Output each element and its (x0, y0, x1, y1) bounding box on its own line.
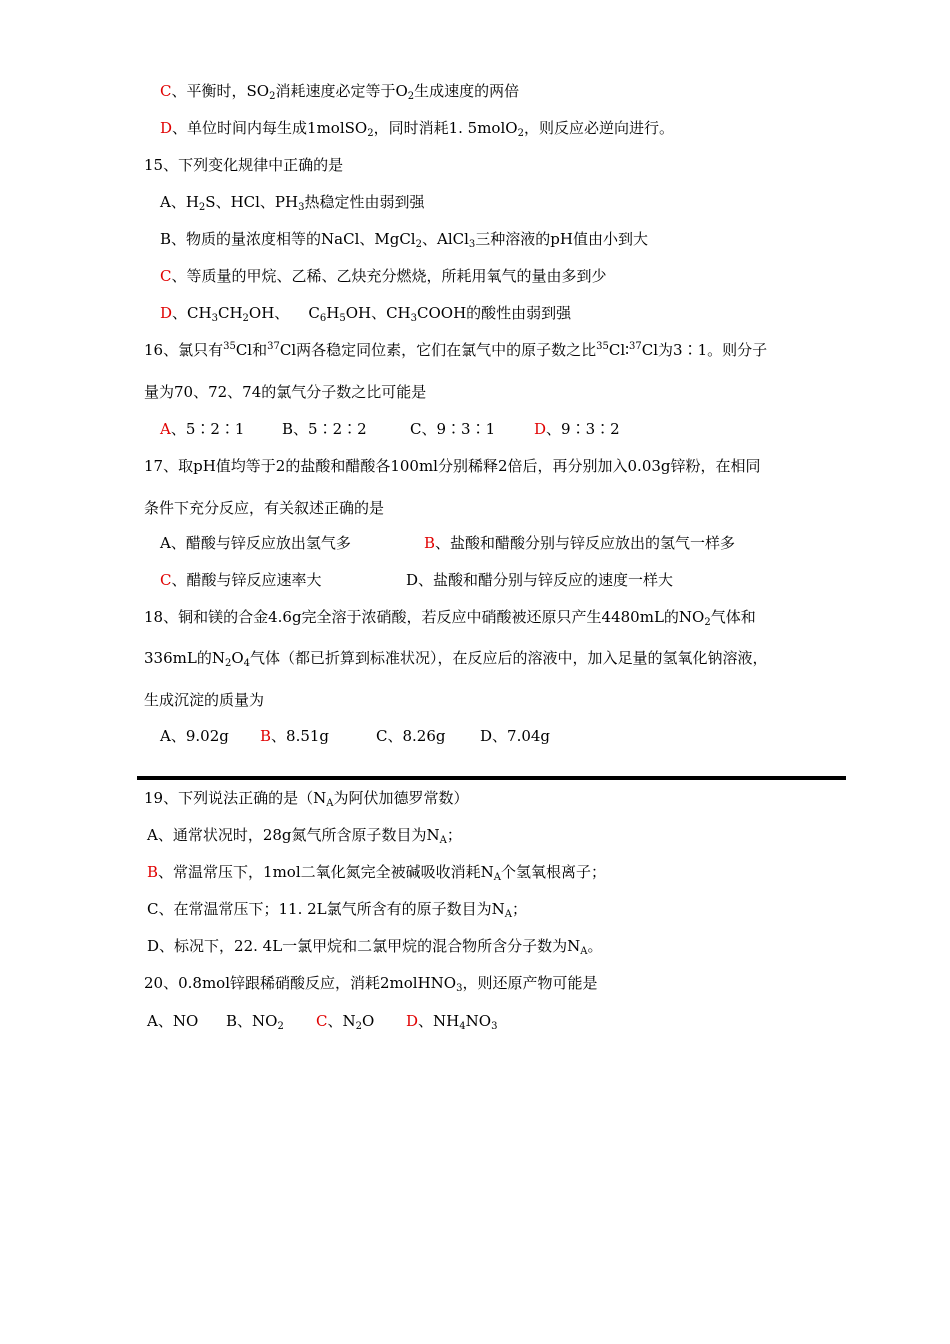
subscript: 2 (407, 91, 415, 102)
text: 、CH (172, 304, 212, 322)
q18-option-c: C、8.26g (376, 727, 446, 745)
subscript: 2 (224, 658, 232, 669)
subscript: 3 (468, 239, 476, 250)
subscript: 6 (319, 313, 327, 324)
q15-option-c (160, 266, 607, 286)
subscript: 2 (277, 1021, 284, 1032)
q14-option-d (160, 118, 674, 138)
subscript: 3 (298, 202, 305, 213)
q14-option-c (160, 81, 519, 101)
q16-option-c: C、9∶3∶1 (410, 420, 496, 438)
subscript: A (439, 835, 447, 846)
subscript: 3 (491, 1021, 498, 1032)
q18-stem-line2 (144, 648, 768, 668)
text: 消耗速度必定等于O (275, 82, 408, 100)
text: 18、铜和镁的合金4.6g完全溶于浓硝酸，若反应中硝酸被还原只产生4480mL的NO (144, 608, 705, 626)
text: 16、氯只有 (144, 341, 224, 359)
q17-option-d: D、盐酸和醋分别与锌反应的速度一样大 (406, 571, 674, 589)
subscript: 2 (517, 128, 524, 139)
superscript: 37 (267, 341, 280, 352)
q15-option-b (160, 229, 648, 249)
q19-option-b (147, 862, 606, 882)
answer-letter: A (160, 420, 171, 438)
text: 19、下列说法正确的是（N (144, 789, 327, 807)
q18-option-b (260, 726, 329, 746)
q16-option-a (160, 419, 244, 439)
text: 、N (327, 1012, 356, 1030)
text: 个氢氧根离子； (501, 863, 607, 881)
subscript: 3 (410, 313, 417, 324)
answer-letter: D (160, 304, 173, 322)
q19-option-a (147, 825, 462, 845)
text: 热稳定性由弱到强 (304, 193, 425, 211)
subscript: 5 (339, 313, 346, 324)
subscript: 4 (243, 658, 251, 669)
answer-letter: D (406, 1012, 419, 1030)
text: B、物质的量浓度相等的NaCl、MgCl (160, 230, 416, 248)
q17-stem-line2: 条件下充分反应，有关叙述正确的是 (144, 499, 385, 517)
q19-option-d (147, 936, 603, 956)
text: 三种溶液的pH值由小到大 (475, 230, 648, 248)
text: 。 (587, 937, 603, 955)
q17-stem: 17、取pH值均等于2的盐酸和醋酸各100ml分别稀释2倍后，再分别加入0.03g锌粉，在相同 (144, 457, 761, 475)
subscript: 2 (415, 239, 422, 250)
answer-letter: C (160, 267, 172, 285)
q16-stem-line2: 量为70、72、74的氯气分子数之比可能是 (144, 383, 427, 401)
q15-stem: 15、下列变化规律中正确的是 (144, 156, 344, 174)
q20-option-c (316, 1011, 374, 1031)
text: 、盐酸和醋酸分别与锌反应放出的氢气一样多 (435, 534, 736, 552)
text: B、NO (226, 1012, 278, 1030)
q20-option-a: A、NO (147, 1012, 199, 1030)
text: 、常温常压下，1mol二氧化氮完全被碱吸收消耗N (158, 863, 494, 881)
subscript: A (580, 946, 588, 957)
text: NO (465, 1012, 492, 1030)
text: ； (446, 826, 462, 844)
text: H (326, 304, 340, 322)
text: 336mL的N (144, 649, 225, 667)
text: S、HCl、PH (205, 193, 299, 211)
section-divider (137, 776, 846, 780)
text: 气体和 (710, 608, 756, 626)
text: Cl两各稳定同位素，它们在氯气中的原子数之比 (279, 341, 597, 359)
subscript: 2 (198, 202, 206, 213)
q17-option-b (424, 533, 735, 553)
text: CH (217, 304, 243, 322)
text: 、醋酸与锌反应速率大 (171, 571, 322, 589)
q16-option-d (534, 419, 620, 439)
text: O (231, 649, 244, 667)
q18-option-d: D、7.04g (480, 727, 551, 745)
text: 、平衡时，SO (171, 82, 270, 100)
answer-letter: C (316, 1012, 328, 1030)
q20-stem (144, 973, 597, 993)
subscript: A (493, 872, 501, 883)
text: 气体（都已折算到标准状况），在反应后的溶液中，加入足量的氢氧化钠溶液， (250, 649, 768, 667)
subscript: A (326, 798, 334, 809)
q18-stem-line3: 生成沉淀的质量为 (144, 691, 265, 709)
text: O (362, 1012, 375, 1030)
text: 20、0.8mol锌跟稀硝酸反应，消耗2molHNO (144, 974, 457, 992)
text: ； (511, 900, 527, 918)
answer-letter: D (160, 119, 173, 137)
subscript: 2 (242, 313, 249, 324)
text: OH、 C (248, 304, 320, 322)
subscript: 2 (367, 128, 374, 139)
text: 为阿伏加德罗常数） (333, 789, 469, 807)
q20-option-d (406, 1011, 497, 1031)
q18-stem (144, 607, 756, 627)
q15-option-a (160, 192, 425, 212)
q17-option-c (160, 570, 322, 590)
text: ，同时消耗1. 5molO (373, 119, 518, 137)
subscript: 2 (704, 617, 711, 628)
q16-option-b: B、5∶2∶2 (282, 420, 367, 438)
answer-letter: D (534, 420, 547, 438)
text: D、标况下，22. 4L一氯甲烷和二氯甲烷的混合物所含分子数为N (147, 937, 581, 955)
subscript: 3 (456, 983, 463, 994)
q19-stem (144, 788, 468, 808)
q19-option-c (147, 899, 527, 919)
q15-option-d (160, 303, 571, 323)
text: ，则还原产物可能是 (462, 974, 598, 992)
text: 生成速度的两倍 (414, 82, 520, 100)
answer-letter: B (147, 863, 159, 881)
subscript: 2 (355, 1021, 362, 1032)
subscript: 3 (211, 313, 218, 324)
q18-option-a: A、9.02g (160, 727, 229, 745)
answer-letter: C (160, 82, 172, 100)
text: COOH的酸性由弱到强 (417, 304, 572, 322)
text: A、通常状况时，28g氮气所含原子数目为N (147, 826, 440, 844)
text: 、AlCl (421, 230, 469, 248)
text: OH、CH (345, 304, 411, 322)
text: ，则反应必逆向进行。 (523, 119, 674, 137)
text: Cl为3∶1。则分子 (641, 341, 768, 359)
text: 、5∶2∶1 (170, 420, 245, 438)
subscript: 2 (269, 91, 276, 102)
superscript: 35 (223, 341, 236, 352)
q16-stem (144, 340, 767, 360)
superscript: 37 (629, 341, 642, 352)
text: 、单位时间内每生成1molSO (172, 119, 368, 137)
text: 、8.51g (271, 727, 330, 745)
answer-letter: B (260, 727, 272, 745)
text: 、等质量的甲烷、乙稀、乙炔充分燃烧，所耗用氧气的量由多到少 (171, 267, 607, 285)
text: 、9∶3∶2 (546, 420, 620, 438)
subscript: 4 (459, 1021, 466, 1032)
text: Cl和 (235, 341, 268, 359)
text: 、NH (418, 1012, 460, 1030)
subscript: A (504, 909, 512, 920)
q17-option-a: A、醋酸与锌反应放出氢气多 (160, 534, 351, 552)
answer-letter: C (160, 571, 172, 589)
superscript: 35 (596, 341, 609, 352)
q20-option-b (226, 1011, 284, 1031)
text: A、H (160, 193, 199, 211)
answer-letter: B (424, 534, 436, 552)
text: Cl∶ (608, 341, 630, 359)
text: C、在常温常压下；11. 2L氯气所含有的原子数目为N (147, 900, 505, 918)
